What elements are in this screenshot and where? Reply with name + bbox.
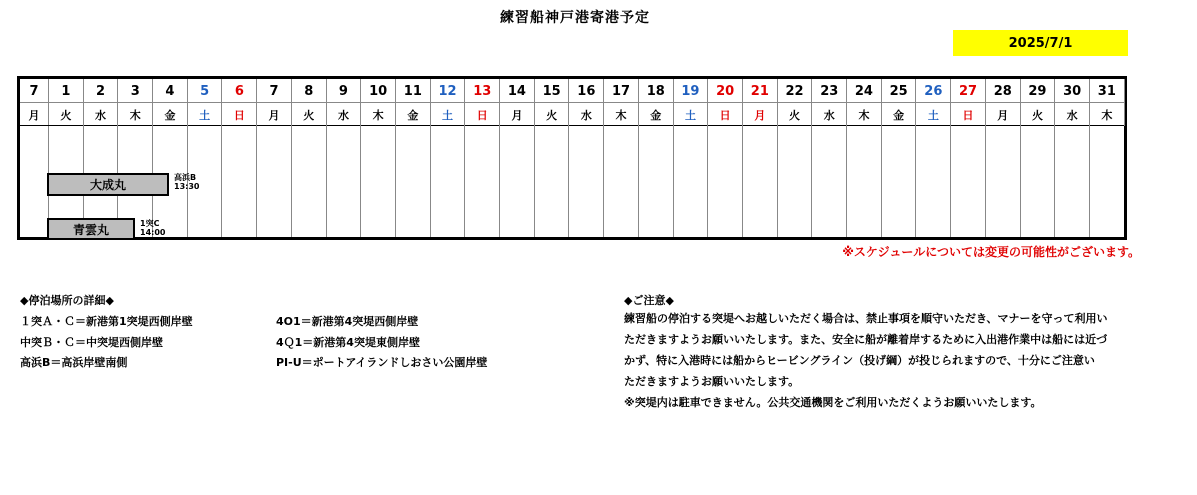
day-weekday: 火 bbox=[49, 103, 84, 126]
day-column bbox=[257, 126, 292, 237]
day-number: 14 bbox=[500, 79, 535, 103]
caution-heading: ◆ご注意◆ bbox=[624, 294, 674, 307]
month-column bbox=[20, 126, 49, 237]
day-number: 12 bbox=[431, 79, 466, 103]
schedule-calendar bbox=[17, 76, 1127, 240]
day-weekday: 日 bbox=[465, 103, 500, 126]
berth-item: 中突Ｂ・Ｃ＝中突堤西側岸壁 bbox=[20, 336, 163, 349]
day-weekday: 火 bbox=[535, 103, 570, 126]
day-number: 4 bbox=[153, 79, 188, 103]
day-number: 21 bbox=[743, 79, 778, 103]
berth-item: １突Ａ・Ｃ＝新港第1突堤西側岸壁 bbox=[20, 315, 193, 328]
day-number: 16 bbox=[570, 79, 605, 103]
month-suffix: 月 bbox=[20, 103, 49, 126]
berth-heading: ◆停泊場所の詳細◆ bbox=[20, 294, 114, 307]
day-number: 22 bbox=[778, 79, 813, 103]
day-column bbox=[778, 126, 813, 237]
day-weekday: 水 bbox=[570, 103, 605, 126]
day-column bbox=[708, 126, 743, 237]
day-column bbox=[396, 126, 431, 237]
day-number: 26 bbox=[917, 79, 952, 103]
day-weekday: 金 bbox=[153, 103, 188, 126]
day-number: 1 bbox=[49, 79, 84, 103]
day-column bbox=[500, 126, 535, 237]
day-weekday: 土 bbox=[431, 103, 466, 126]
day-column bbox=[431, 126, 466, 237]
day-column bbox=[882, 126, 917, 237]
day-column bbox=[743, 126, 778, 237]
day-column bbox=[812, 126, 847, 237]
caution-line: かず、特に入港時には船からヒービングライン（投げ綱）が投じられますので、十分にご注意い bbox=[624, 354, 1095, 367]
day-weekday: 金 bbox=[396, 103, 431, 126]
day-column bbox=[327, 126, 362, 237]
day-number: 29 bbox=[1021, 79, 1056, 103]
day-weekday: 金 bbox=[882, 103, 917, 126]
day-number: 18 bbox=[639, 79, 674, 103]
ship-berth-note: 1突C 14:00 bbox=[140, 219, 166, 237]
schedule-change-notice: ※スケジュールについては変更の可能性がございます。 bbox=[842, 245, 1140, 259]
day-weekday: 土 bbox=[917, 103, 952, 126]
day-column bbox=[674, 126, 709, 237]
berth-item: 4O1＝新港第4突堤西側岸壁 bbox=[276, 315, 419, 328]
day-number: 15 bbox=[535, 79, 570, 103]
day-weekday: 日 bbox=[708, 103, 743, 126]
date-badge: 2025/7/1 bbox=[953, 30, 1128, 56]
day-number: 8 bbox=[292, 79, 327, 103]
day-weekday: 土 bbox=[674, 103, 709, 126]
day-column bbox=[292, 126, 327, 237]
ship-bar-taisei-maru bbox=[47, 173, 169, 196]
day-weekday: 木 bbox=[118, 103, 153, 126]
day-weekday: 月 bbox=[743, 103, 778, 126]
day-column bbox=[986, 126, 1021, 237]
day-column bbox=[570, 126, 605, 237]
day-column bbox=[1090, 126, 1125, 237]
day-column bbox=[361, 126, 396, 237]
day-weekday: 火 bbox=[292, 103, 327, 126]
caution-line: ただきますようお願いいたします。また、安全に船が離着岸するために入出港作業中は船には近づ bbox=[624, 333, 1108, 346]
day-weekday: 月 bbox=[500, 103, 535, 126]
day-weekday: 月 bbox=[257, 103, 292, 126]
day-column bbox=[535, 126, 570, 237]
day-number: 20 bbox=[708, 79, 743, 103]
caution-text bbox=[624, 308, 1184, 413]
day-number: 2 bbox=[84, 79, 119, 103]
day-number: 28 bbox=[986, 79, 1021, 103]
page-title: 練習船神戸港寄港予定 bbox=[500, 10, 650, 26]
day-weekday: 金 bbox=[639, 103, 674, 126]
day-weekday: 土 bbox=[188, 103, 223, 126]
day-number: 19 bbox=[674, 79, 709, 103]
day-number: 11 bbox=[396, 79, 431, 103]
day-number: 17 bbox=[604, 79, 639, 103]
day-column bbox=[639, 126, 674, 237]
day-number: 30 bbox=[1055, 79, 1090, 103]
day-weekday: 火 bbox=[778, 103, 813, 126]
day-column bbox=[1021, 126, 1056, 237]
day-column bbox=[1055, 126, 1090, 237]
day-column bbox=[847, 126, 882, 237]
day-number: 9 bbox=[327, 79, 362, 103]
day-column bbox=[917, 126, 952, 237]
day-weekday: 木 bbox=[847, 103, 882, 126]
day-column bbox=[604, 126, 639, 237]
day-number: 31 bbox=[1090, 79, 1125, 103]
day-number: 24 bbox=[847, 79, 882, 103]
day-number: 25 bbox=[882, 79, 917, 103]
ship-name: 青雲丸 bbox=[72, 222, 109, 237]
day-weekday: 木 bbox=[361, 103, 396, 126]
berth-item: PI-U＝ポートアイランドしおさい公園岸壁 bbox=[276, 356, 488, 369]
day-weekday: 水 bbox=[327, 103, 362, 126]
caution-line: ただきますようお願いいたします。 bbox=[624, 375, 800, 388]
berth-item: 高浜B＝高浜岸壁南側 bbox=[20, 356, 128, 369]
day-weekday: 月 bbox=[986, 103, 1021, 126]
day-number: 7 bbox=[257, 79, 292, 103]
day-number: 13 bbox=[465, 79, 500, 103]
ship-name: 大成丸 bbox=[89, 178, 126, 192]
day-number: 10 bbox=[361, 79, 396, 103]
day-weekday: 木 bbox=[1090, 103, 1125, 126]
berth-item: 4Ｑ1＝新港第4突堤東側岸壁 bbox=[276, 336, 420, 349]
day-number: 23 bbox=[812, 79, 847, 103]
caution-line: ※突堤内は駐車できません。公共交通機関をご利用いただくようお願いいたします。 bbox=[624, 396, 1042, 409]
day-weekday: 水 bbox=[812, 103, 847, 126]
day-weekday: 火 bbox=[1021, 103, 1056, 126]
day-number: 5 bbox=[188, 79, 223, 103]
day-number: 27 bbox=[951, 79, 986, 103]
month-number: 7 bbox=[20, 79, 49, 103]
day-number: 3 bbox=[118, 79, 153, 103]
day-weekday: 水 bbox=[1055, 103, 1090, 126]
ship-bar-seiun-maru bbox=[47, 218, 135, 240]
day-column bbox=[223, 126, 258, 237]
day-column bbox=[951, 126, 986, 237]
day-column bbox=[465, 126, 500, 237]
day-number: 6 bbox=[223, 79, 258, 103]
day-weekday: 木 bbox=[604, 103, 639, 126]
day-weekday: 日 bbox=[951, 103, 986, 126]
day-weekday: 水 bbox=[84, 103, 119, 126]
ship-berth-note: 高浜B 13:30 bbox=[174, 173, 200, 191]
day-weekday: 日 bbox=[223, 103, 258, 126]
caution-line: 練習船の停泊する突堤へお越しいただく場合は、禁止事項を順守いただき、マナーを守って利用い bbox=[624, 312, 1108, 325]
